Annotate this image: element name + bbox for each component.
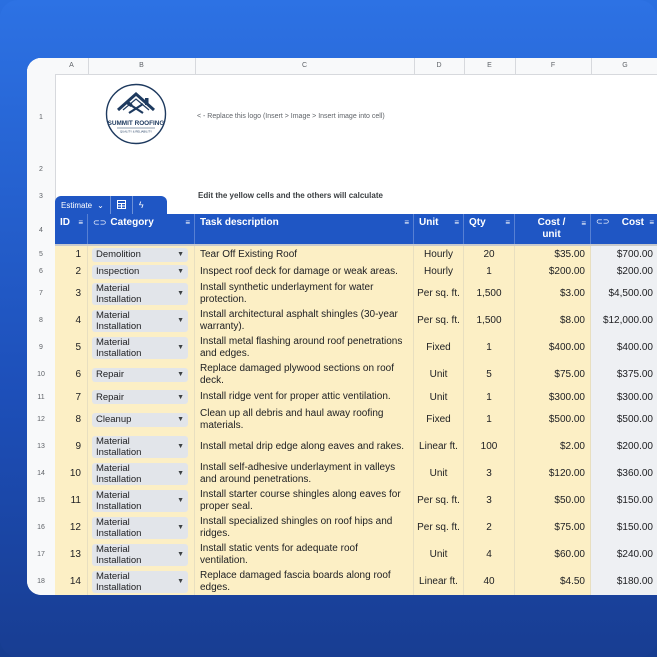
cell-cost[interactable]: [591, 541, 657, 568]
cell-cost-unit[interactable]: [515, 246, 591, 263]
cell-cost[interactable]: [591, 307, 657, 334]
cell-qty[interactable]: [464, 568, 515, 595]
row-header[interactable]: 11: [27, 388, 56, 407]
column-header-g[interactable]: G: [591, 58, 657, 74]
cost-value: $4,500.00: [608, 288, 653, 299]
cell-category[interactable]: [88, 460, 195, 487]
cell-unit[interactable]: [414, 361, 464, 388]
cell-unit[interactable]: [414, 487, 464, 514]
dropdown-arrow-icon[interactable]: ▼: [177, 251, 184, 258]
cell-cost[interactable]: [591, 246, 657, 263]
dropdown-arrow-icon[interactable]: ▼: [177, 393, 184, 401]
cell-task[interactable]: [195, 263, 414, 280]
row-header[interactable]: 6: [27, 263, 56, 281]
cell-id[interactable]: [55, 487, 88, 514]
category-label: Material Installation: [96, 489, 142, 512]
category-dropdown[interactable]: [92, 310, 188, 332]
cost-unit-value: $50.00: [554, 495, 585, 506]
table-toolbar: [55, 196, 167, 214]
filter-icon[interactable]: ≡: [404, 218, 409, 227]
cell-category[interactable]: [88, 307, 195, 334]
header-id[interactable]: ID ≡: [55, 214, 88, 244]
cell-cost-unit[interactable]: [515, 280, 591, 307]
filter-icon[interactable]: ≡: [505, 218, 510, 227]
cost-value: $240.00: [616, 549, 653, 560]
cost-unit-value: $4.50: [559, 576, 585, 587]
category-dropdown[interactable]: [92, 413, 188, 427]
unit-value: Per sq. ft.: [417, 288, 460, 299]
cost-unit-value: $200.00: [548, 266, 585, 277]
column-header-b[interactable]: B: [88, 58, 196, 74]
header-unit[interactable]: Unit ≡: [414, 214, 464, 244]
dropdown-arrow-icon[interactable]: ▼: [177, 317, 184, 324]
cell-unit[interactable]: [414, 263, 464, 280]
qty-value: 2: [486, 522, 492, 533]
qty-value: 1,500: [476, 288, 502, 299]
dropdown-chip-icon: ⊂⊃: [93, 218, 107, 227]
cost-unit-value: $8.00: [559, 315, 585, 326]
task-value: Tear Off Existing Roof: [200, 248, 298, 260]
cell-qty[interactable]: [464, 263, 515, 280]
row-header[interactable]: 15: [27, 487, 56, 515]
cost-value: $500.00: [616, 414, 653, 425]
cell-unit[interactable]: [414, 334, 464, 361]
qty-value: 5: [486, 369, 492, 380]
qty-value: 3: [486, 468, 492, 479]
unit-value: Hourly: [424, 249, 453, 260]
row-header[interactable]: 9: [27, 334, 56, 362]
category-label: Material Installation: [96, 516, 142, 539]
cell-qty[interactable]: [464, 388, 515, 406]
summit-roofing-logo-icon: [105, 83, 167, 145]
cell-task[interactable]: [195, 460, 414, 487]
row-header[interactable]: 4: [27, 214, 56, 247]
row-header[interactable]: 14: [27, 460, 56, 488]
category-dropdown[interactable]: [92, 571, 188, 593]
filter-icon[interactable]: ≡: [649, 218, 654, 227]
cell-qty[interactable]: [464, 433, 515, 460]
cell-unit[interactable]: [414, 541, 464, 568]
cell-unit[interactable]: [414, 280, 464, 307]
cell-task[interactable]: [195, 541, 414, 568]
column-header-d[interactable]: D: [414, 58, 465, 74]
id-value: 8: [75, 414, 81, 425]
unit-value: Unit: [429, 391, 448, 403]
row-header[interactable]: 16: [27, 514, 56, 542]
cell-unit[interactable]: [414, 460, 464, 487]
cell-cost-unit[interactable]: [515, 388, 591, 406]
dropdown-arrow-icon[interactable]: ▼: [177, 470, 184, 477]
filter-icon[interactable]: ≡: [185, 218, 190, 227]
unit-value: Per sq. ft.: [417, 495, 460, 506]
category-label: Demolition: [96, 249, 141, 260]
category-dropdown[interactable]: [92, 265, 188, 279]
cell-category[interactable]: [88, 568, 195, 595]
dropdown-arrow-icon[interactable]: ▼: [177, 578, 184, 585]
cell-id[interactable]: [55, 541, 88, 568]
cell-qty[interactable]: [464, 487, 515, 514]
cell-id[interactable]: [55, 246, 88, 263]
cell-category[interactable]: [88, 433, 195, 460]
cost-value: $375.00: [616, 369, 653, 380]
qty-value: 1: [486, 342, 492, 353]
id-value: 5: [75, 342, 81, 353]
cell-id[interactable]: [55, 361, 88, 388]
category-label: Material Installation: [96, 282, 142, 305]
unit-value: Per sq. ft.: [417, 522, 460, 533]
table-row: [55, 361, 657, 389]
cell-cost[interactable]: [591, 334, 657, 361]
cost-value: $400.00: [616, 342, 653, 353]
cell-cost[interactable]: [591, 460, 657, 487]
column-header-c[interactable]: C: [195, 58, 415, 74]
cell-qty[interactable]: [464, 406, 515, 433]
cost-unit-value: $2.00: [559, 441, 585, 452]
cell-task[interactable]: [195, 361, 414, 388]
row-header[interactable]: 12: [27, 406, 56, 434]
category-label: Cleanup: [96, 414, 132, 425]
cell-cost[interactable]: [591, 361, 657, 388]
cell-task[interactable]: [195, 568, 414, 595]
task-value: Install static vents for adequate roof ventilation.: [200, 542, 358, 566]
cell-cost-unit[interactable]: [515, 460, 591, 487]
cost-unit-value: $75.00: [554, 522, 585, 533]
row-header[interactable]: 5: [27, 246, 56, 264]
cost-value: $300.00: [616, 391, 653, 403]
cell-task[interactable]: [195, 246, 414, 263]
task-value: Install specialized shingles on roof hips and ridges.: [200, 515, 393, 539]
cost-value: $700.00: [616, 249, 653, 260]
row-header[interactable]: 18: [27, 568, 56, 595]
cell-id[interactable]: [55, 388, 88, 406]
task-value: Clean up all debris and haul away roofing materials.: [200, 407, 384, 431]
task-value: Install architectural asphalt shingles (30-year warranty).: [200, 308, 398, 332]
cost-value: $200.00: [616, 266, 653, 277]
dropdown-arrow-icon[interactable]: ▼: [177, 416, 184, 423]
cell-unit[interactable]: [414, 433, 464, 460]
cell-cost-unit[interactable]: [515, 307, 591, 334]
cost-unit-value: $500.00: [548, 414, 585, 425]
task-value: Install starter course shingles along eaves for proper seal.: [200, 488, 401, 512]
cell-task[interactable]: [195, 514, 414, 541]
task-value: Replace damaged fascia boards along roof edges.: [200, 569, 391, 593]
table-row: [55, 487, 657, 515]
category-label: Material Installation: [96, 309, 142, 332]
qty-value: 20: [483, 249, 495, 260]
table-row: [55, 388, 657, 407]
cell-unit[interactable]: [414, 388, 464, 406]
unit-value: Hourly: [424, 266, 453, 277]
table-row: [55, 280, 657, 308]
cost-value: $180.00: [616, 576, 653, 587]
cell-category[interactable]: [88, 361, 195, 388]
id-value: 11: [70, 495, 81, 506]
category-dropdown[interactable]: [92, 490, 188, 512]
cost-unit-value: $3.00: [559, 288, 585, 299]
cell-cost-unit[interactable]: [515, 433, 591, 460]
cell-unit[interactable]: [414, 307, 464, 334]
cell-id[interactable]: [55, 514, 88, 541]
cell-cost-unit[interactable]: [515, 514, 591, 541]
cell-qty[interactable]: [464, 246, 515, 263]
cell-task[interactable]: [195, 388, 414, 406]
unit-value: Unit: [429, 369, 448, 380]
table-row: [55, 334, 657, 362]
id-value: 3: [75, 288, 81, 299]
table-row: [55, 514, 657, 542]
logo-name: SUMMIT ROOFING: [107, 120, 165, 127]
cost-unit-value: $120.00: [548, 468, 585, 479]
header-cost[interactable]: ⊂⊃ Cost ≡: [591, 214, 657, 244]
table-row: [55, 568, 657, 595]
table-view-button[interactable]: [111, 196, 133, 214]
cost-value: $150.00: [616, 495, 653, 506]
cell-cost-unit[interactable]: [515, 334, 591, 361]
cell-cost[interactable]: [591, 568, 657, 595]
cell-cost[interactable]: [591, 487, 657, 514]
cell-cost[interactable]: [591, 514, 657, 541]
row-header[interactable]: 1: [27, 74, 56, 161]
cell-cost-unit[interactable]: [515, 361, 591, 388]
table-row: [55, 246, 657, 264]
cost-value: $12,000.00: [602, 315, 653, 326]
filter-icon[interactable]: ≡: [454, 218, 459, 227]
cell-cost-unit[interactable]: [515, 568, 591, 595]
qty-value: 3: [486, 495, 492, 506]
edit-instructions: Edit the yellow cells and the others will calculate: [198, 191, 383, 200]
logo-tagline: QUALITY & RELIABILITY: [120, 129, 152, 134]
dropdown-arrow-icon[interactable]: ▼: [177, 344, 184, 351]
category-label: Material Installation: [96, 435, 142, 458]
cell-qty[interactable]: [464, 541, 515, 568]
column-header-a[interactable]: A: [55, 58, 89, 74]
dropdown-arrow-icon[interactable]: ▼: [177, 268, 184, 275]
category-label: Material Installation: [96, 570, 142, 593]
task-value: Inspect roof deck for damage or weak areas.: [200, 265, 398, 277]
cell-category[interactable]: [88, 388, 195, 406]
cell-qty[interactable]: [464, 334, 515, 361]
category-dropdown[interactable]: [92, 283, 188, 305]
cell-cost[interactable]: [591, 433, 657, 460]
header-cost-unit[interactable]: Cost / unit ≡: [515, 214, 591, 244]
company-logo[interactable]: [105, 83, 167, 145]
cost-unit-value: $75.00: [554, 369, 585, 380]
unit-value: Fixed: [426, 342, 451, 353]
id-value: 12: [69, 522, 81, 533]
row-header[interactable]: 3: [27, 178, 56, 215]
cost-unit-value: $400.00: [548, 342, 585, 353]
cell-id[interactable]: [55, 280, 88, 307]
id-value: 1: [75, 249, 81, 260]
category-label: Material Installation: [96, 462, 142, 485]
row-header[interactable]: 10: [27, 361, 56, 389]
qty-value: 1: [486, 414, 492, 425]
category-label: Material Installation: [96, 336, 142, 359]
table-name: Estimate: [61, 200, 93, 210]
table-row: [55, 406, 657, 434]
task-value: Install self-adhesive underlayment in valleys and around penetrations.: [200, 461, 396, 485]
row-header[interactable]: 2: [27, 160, 56, 179]
cell-task[interactable]: [195, 280, 414, 307]
unit-value: Fixed: [426, 414, 451, 425]
cell-task[interactable]: [195, 406, 414, 433]
cell-category[interactable]: [88, 334, 195, 361]
header-category[interactable]: ⊂⊃ Category ≡: [88, 214, 195, 244]
cell-cost[interactable]: [591, 406, 657, 433]
table-row: [55, 263, 657, 281]
category-label: Material Installation: [96, 543, 142, 566]
cell-task[interactable]: [195, 307, 414, 334]
category-label: Inspection: [96, 266, 140, 277]
unit-value: Linear ft.: [419, 441, 458, 452]
task-value: Install metal flashing around roof penetrations and edges.: [200, 335, 403, 359]
cell-qty[interactable]: [464, 514, 515, 541]
cell-category[interactable]: [88, 541, 195, 568]
header-qty[interactable]: Qty ≡: [464, 214, 515, 244]
cell-category[interactable]: [88, 514, 195, 541]
category-dropdown[interactable]: [92, 390, 188, 404]
cell-id[interactable]: [55, 568, 88, 595]
qty-value: 4: [486, 549, 492, 560]
cell-cost-unit[interactable]: [515, 541, 591, 568]
qty-value: 40: [483, 576, 495, 587]
cell-category[interactable]: [88, 406, 195, 433]
cell-unit[interactable]: [414, 514, 464, 541]
bolt-icon: ϟ: [138, 200, 144, 210]
category-dropdown[interactable]: [92, 248, 188, 262]
filter-icon[interactable]: ≡: [78, 218, 83, 227]
cell-category[interactable]: [88, 263, 195, 280]
cell-cost[interactable]: [591, 388, 657, 406]
id-value: 10: [69, 468, 81, 479]
category-label: Repair: [96, 391, 124, 403]
cell-id[interactable]: [55, 307, 88, 334]
logo-replace-note: < - Replace this logo (Insert > Image > Insert image into cell): [197, 113, 385, 120]
id-value: 14: [69, 576, 81, 587]
column-header-f[interactable]: F: [515, 58, 592, 74]
table-icon: [117, 200, 126, 211]
cell-cost-unit[interactable]: [515, 406, 591, 433]
cell-id[interactable]: [55, 263, 88, 280]
table-name-dropdown[interactable]: [55, 196, 111, 214]
cost-unit-value: $300.00: [548, 391, 585, 403]
cell-task[interactable]: [195, 433, 414, 460]
qty-value: 100: [480, 441, 498, 452]
dropdown-arrow-icon[interactable]: ▼: [177, 497, 184, 504]
cell-unit[interactable]: [414, 568, 464, 595]
qty-value: 1,500: [476, 315, 502, 326]
cost-value: $200.00: [616, 441, 653, 452]
category-dropdown[interactable]: [92, 463, 188, 485]
id-value: 2: [75, 266, 81, 277]
table-row: [55, 541, 657, 569]
dropdown-arrow-icon[interactable]: ▼: [177, 524, 184, 531]
chevron-down-icon: ⌄: [97, 200, 104, 210]
id-value: 6: [75, 369, 81, 380]
cell-category[interactable]: [88, 280, 195, 307]
category-label: Repair: [96, 369, 124, 380]
task-value: Install synthetic underlayment for water protection.: [200, 281, 374, 305]
category-dropdown[interactable]: [92, 337, 188, 359]
cell-qty[interactable]: [464, 460, 515, 487]
category-dropdown[interactable]: [92, 544, 188, 566]
category-dropdown[interactable]: [92, 368, 188, 382]
cost-value: $150.00: [616, 522, 653, 533]
cost-value: $360.00: [616, 468, 653, 479]
unit-value: Per sq. ft.: [417, 315, 460, 326]
unit-value: Unit: [429, 468, 448, 479]
cell-cost[interactable]: [591, 280, 657, 307]
task-value: Replace damaged plywood sections on roof deck.: [200, 362, 395, 386]
dropdown-arrow-icon[interactable]: ▼: [177, 551, 184, 558]
link-chip-icon: ⊂⊃: [596, 217, 610, 226]
table-row: [55, 307, 657, 335]
qty-value: 1: [486, 391, 492, 403]
unit-value: Unit: [429, 549, 448, 560]
row-header[interactable]: 13: [27, 433, 56, 461]
cell-id[interactable]: [55, 460, 88, 487]
filter-icon[interactable]: ≡: [581, 219, 586, 228]
dropdown-arrow-icon[interactable]: ▼: [177, 290, 184, 297]
column-header-bar: [27, 58, 657, 75]
id-value: 9: [75, 441, 81, 452]
cell-task[interactable]: [195, 487, 414, 514]
cell-unit[interactable]: [414, 406, 464, 433]
automation-button[interactable]: [133, 196, 150, 214]
unit-value: Linear ft.: [419, 576, 458, 587]
row-header[interactable]: 8: [27, 307, 56, 335]
id-value: 4: [75, 315, 81, 326]
table-row: [55, 460, 657, 488]
cell-cost-unit[interactable]: [515, 263, 591, 280]
row-header[interactable]: 7: [27, 280, 56, 308]
column-header-e[interactable]: E: [464, 58, 516, 74]
table-row: [55, 433, 657, 461]
cell-task[interactable]: [195, 334, 414, 361]
cost-unit-value: $60.00: [554, 549, 585, 560]
id-value: 13: [69, 549, 81, 560]
cost-unit-value: $35.00: [554, 249, 585, 260]
header-task-description[interactable]: Task description ≡: [195, 214, 414, 244]
cell-id[interactable]: [55, 433, 88, 460]
id-value: 7: [75, 391, 81, 403]
cell-id[interactable]: [55, 406, 88, 433]
cell-id[interactable]: [55, 334, 88, 361]
cell-qty[interactable]: [464, 280, 515, 307]
cell-qty[interactable]: [464, 361, 515, 388]
task-value: Install ridge vent for proper attic ventilation.: [200, 391, 391, 402]
category-dropdown[interactable]: [92, 436, 188, 458]
row-header[interactable]: 17: [27, 541, 56, 569]
qty-value: 1: [486, 266, 492, 277]
table-header: [55, 214, 657, 244]
category-dropdown[interactable]: [92, 517, 188, 539]
cell-qty[interactable]: [464, 307, 515, 334]
dropdown-arrow-icon[interactable]: ▼: [177, 371, 184, 378]
cell-category[interactable]: [88, 246, 195, 263]
cell-cost[interactable]: [591, 263, 657, 280]
cell-unit[interactable]: [414, 246, 464, 263]
cell-category[interactable]: [88, 487, 195, 514]
task-value: Install metal drip edge along eaves and rakes.: [200, 440, 405, 452]
cell-cost-unit[interactable]: [515, 487, 591, 514]
spreadsheet: [27, 58, 657, 595]
dropdown-arrow-icon[interactable]: ▼: [177, 443, 184, 450]
